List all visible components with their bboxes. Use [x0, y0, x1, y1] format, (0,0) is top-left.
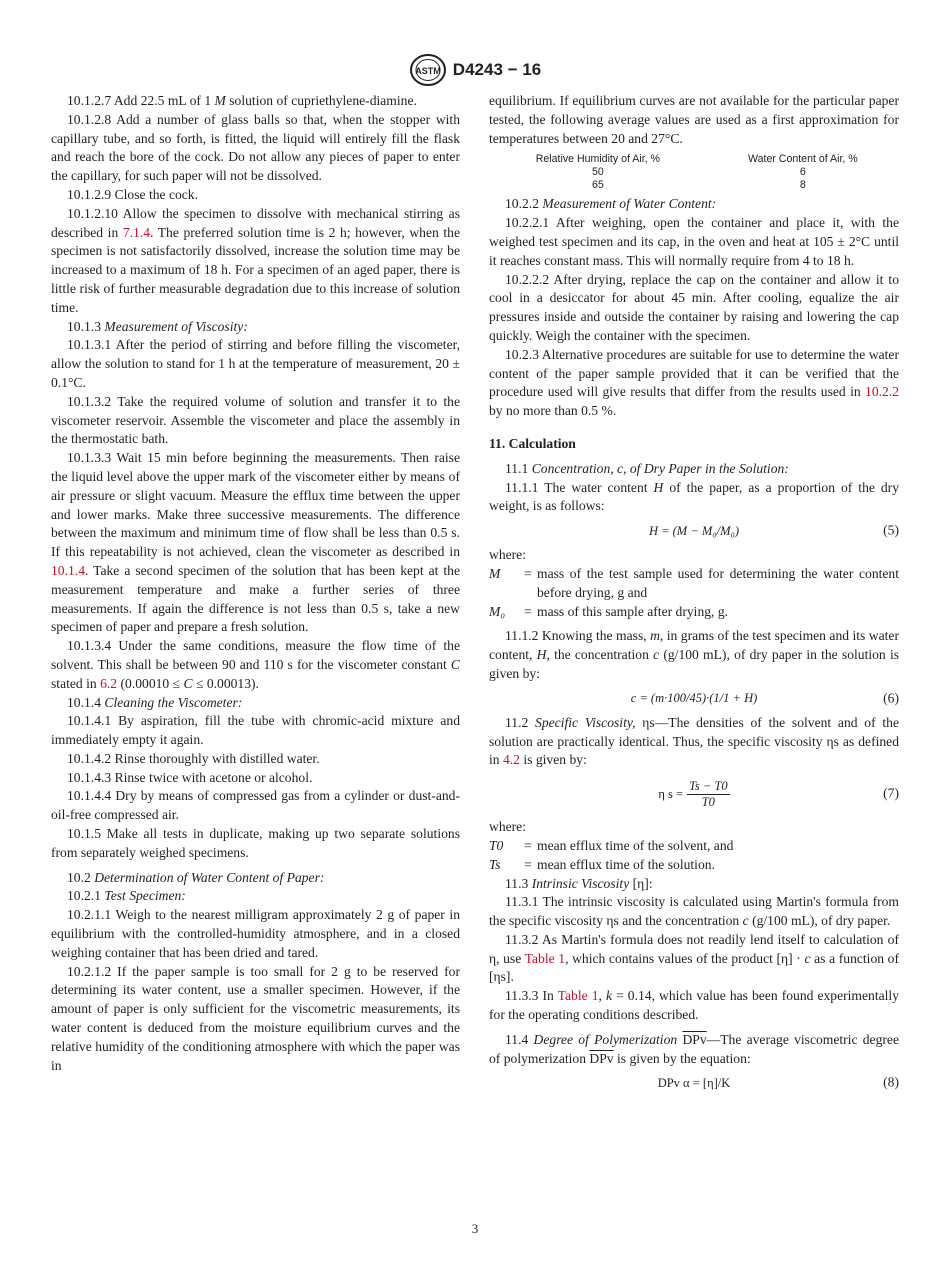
link-table-1[interactable]: Table 1 [557, 988, 599, 1004]
table-row [489, 166, 899, 179]
para-10-2-3: 10.2.3 Alternative procedures are suitable for use to determine the water content of the paper sample provided that it can be verified that the procedure used will give results that differ from the results used in 10.2.2 by no more than 0.5 %. [489, 346, 899, 419]
page-header [0, 52, 950, 88]
fraction-denominator: T0 [701, 794, 715, 809]
para-11-1-2: 11.1.2 Knowing the mass, m, in grams of the test specimen and its water content, H, the concentration c (g/100 mL), of dry paper in the solution is given by: [489, 628, 900, 681]
right-column [489, 92, 899, 1098]
left-column [51, 92, 460, 1075]
para-equilibrium: equilibrium. If equilibrium curves are not available for the particular paper tested, the following average values are used as a first approximation for temperatures between 20 and 27°C. [489, 93, 899, 146]
equation-number: (5) [883, 522, 899, 538]
equation-6 [489, 684, 899, 714]
equation-5 [489, 516, 899, 546]
para-10-1-4-4: 10.1.4.4 Dry by means of compressed gas from a cylinder or dust-and-oil-free compressed air. [51, 788, 460, 823]
para-10-2-2-1: 10.2.2.1 After weighing, open the container and place it, with the weighed test specimen and its cap, in the oven and heat at 105 ± 2°C until it reaches constant mass. This will normally require from 4 to 18 h. [489, 215, 899, 268]
fraction-numerator: Ts − T0 [689, 778, 728, 793]
definition-ts: Ts = mean efflux time of the solution. [489, 856, 715, 872]
para-11-3-2: 11.3.2 As Martin's formula does not readily lend itself to calculation of η, use Table 1, which contains values of the product [η] · c as a function of [ηs]. [489, 931, 899, 985]
para-10-1-4-2: 10.1.4.2 Rinse thoroughly with distilled water. [67, 750, 320, 766]
heading-10-1-3: 10.1.3 Measurement of Viscosity: [67, 318, 248, 334]
equation-body: H = (M − M₀/M₀) [648, 523, 740, 538]
para-10-1-2-9: 10.1.2.9 Close the cock. [67, 186, 199, 202]
link-10-2-2[interactable]: 10.2.2 [865, 384, 899, 400]
link-10-1-4[interactable]: 10.1.4 [51, 562, 85, 578]
page-number: 3 [471, 1221, 479, 1236]
heading-11-1: 11.1 Concentration, c, of Dry Paper in the Solution: [505, 460, 789, 476]
link-table-1[interactable]: Table 1 [524, 950, 566, 966]
heading-10-2: 10.2 Determination of Water Content of Paper: [67, 869, 325, 885]
para-10-1-4-1: 10.1.4.1 By aspiration, fill the tube with chromic-acid mixture and immediately empty it again. [51, 713, 460, 748]
equation-number: (7) [883, 785, 899, 801]
equation-body: c = (m·100/45)·(1/1 + H) [630, 691, 758, 706]
para-10-1-3-1: 10.1.3.1 After the period of stirring and before filling the viscometer, allow the solution to stand for 1 h at the temperature of measurement, 20 ± 0.1°C. [51, 337, 460, 390]
para-11-1-1: 11.1.1 The water content H of the paper, as a proportion of the dry weight, is as follows: [489, 479, 900, 514]
svg-text:ASTM: ASTM [415, 66, 441, 76]
equation-body: DPv α = [η]/K [657, 1076, 731, 1091]
equation-7 [489, 770, 899, 818]
link-6-2[interactable]: 6.2 [100, 675, 118, 691]
humidity-table [489, 153, 899, 192]
heading-10-2-2: 10.2.2 Measurement of Water Content: [505, 196, 717, 212]
definition-m0: M₀ = mass of this sample after drying, g. [489, 603, 729, 619]
table-cell: 6 [799, 166, 806, 179]
definition-m: M = mass of the test sample used for determining the water content before drying, g and [489, 565, 899, 600]
para-10-2-2-2: 10.2.2.2 After drying, replace the cap on the container and allow it to cool in a desiccator for about 45 min. After cooling, equalize the air pressures inside and outside the container by raising and lowering the cap quickly. Weigh the container with the specimen. [489, 271, 899, 343]
standard-designation: D4243 − 16 [452, 60, 542, 79]
para-10-1-5: 10.1.5 Make all tests in duplicate, making up two separate solutions from separately weighed specimens. [51, 826, 460, 860]
heading-10-2-1: 10.2.1 Test Specimen: [67, 888, 186, 904]
table-header-cell: Relative Humidity of Air, % [535, 153, 660, 166]
table-cell: 8 [799, 179, 806, 192]
para-10-1-2-8: 10.1.2.8 Add a number of glass balls so that, when the stopper with capillary tube, and so forth, is fitted, the liquid will entirely fill the flask and reach the bore of the cock. Do not allow any pieces of paper to enter the capillary, for such paper will not be dissolved. [51, 111, 460, 184]
table-cell: 65 [591, 179, 604, 192]
para-10-2-1-2: 10.2.1.2 If the paper sample is too small for 2 g to be reserved for determining its water content, use a smaller specimen. However, if the amount of paper is only sufficient for the viscometric measurements, its water content is deduced from the moisture equilibrium curves and the relative humidity of the conditioning atmosphere with which the paper was in [51, 963, 460, 1073]
definition-t0: T0 = mean efflux time of the solvent, and [489, 837, 734, 853]
link-4-2[interactable]: 4.2 [502, 752, 520, 768]
para-10-1-2-10: 10.1.2.10 Allow the specimen to dissolve with mechanical stirring as described in 7.1.4. The preferred solution time is 2 h; however, when the specimen is not satisfactorily dissolved, increase the solution time may be increased to a maximum of 18 h. For a specimen of an aged paper, there is little risk of further measurable degradation due to this increase of solution time. [51, 205, 460, 315]
para-10-1-4-3: 10.1.4.3 Rinse twice with acetone or alcohol. [67, 769, 313, 785]
where-label: where: [489, 819, 526, 835]
astm-logo-icon [409, 53, 447, 87]
para-10-1-2-7: 10.1.2.7 Add 22.5 mL of 1 M solution of cupriethylene-diamine. [67, 93, 417, 108]
para-10-1-3-3: 10.1.3.3 Wait 15 min before beginning the measurements. Then raise the liquid level above the upper mark of the viscometer either by means of air pressure or slight vacuum. Measure the efflux time between the upper and lower marks. Make three successive measurements. The difference between the maximum and minimum time of flow shall be less than 0.5 s. If this repeatability is not achieved, clean the viscometer as described in 10.1.4. Take a second specimen of the solution that has been kept at the measurement temperature and make a further series of three measurements. If again the difference is not less than 0.5 s, take a new specimen of paper and prepare a fresh solution. [51, 450, 460, 635]
equation-lhs: η s = [658, 786, 684, 801]
equation-fraction [687, 779, 730, 810]
table-header-row [489, 153, 899, 166]
equation-number: (6) [883, 690, 899, 706]
section-heading-calculation: 11. Calculation [489, 435, 576, 451]
heading-10-1-4: 10.1.4 Cleaning the Viscometer: [67, 694, 243, 710]
where-label: where: [489, 547, 526, 563]
table-row [489, 179, 899, 192]
table-cell: 50 [591, 166, 604, 179]
para-11-3-1: 11.3.1 The intrinsic viscosity is calculated using Martin's formula from the specific viscosity ηs and the concentration c (g/100 mL), of dry paper. [489, 894, 899, 929]
table-header-cell: Water Content of Air, % [748, 153, 858, 166]
heading-11-3: 11.3 Intrinsic Viscosity [η]: [505, 875, 653, 891]
para-10-1-3-4: 10.1.3.4 Under the same conditions, measure the flow time of the solvent. This shall be between 90 and 110 s for the viscometer constant C stated in 6.2 (0.00010 ≤ C ≤ 0.00013). [51, 638, 460, 691]
equation-number: (8) [883, 1075, 899, 1091]
equation-8 [489, 1068, 899, 1098]
heading-11-4: 11.4 Degree of Polymerization $\overline{DPv}—The$ average viscometric degree of polymerization $\overline{DPv}$ is given by the equation: [489, 1031, 899, 1066]
para-10-1-3-2: 10.1.3.2 Take the required volume of solution and transfer it to the viscometer reservoir. Assemble the viscometer and place the assembly in the thermostatic bath. [51, 393, 460, 447]
heading-11-2: 11.2 Specific Viscosity, ηs—The densities of the solvent and of the solution are practically identical. Thus, the specific viscosity ηs as defined in 4.2 is given by: [489, 714, 899, 768]
para-10-2-1-1: 10.2.1.1 Weigh to the nearest milligram approximately 2 g of paper in equilibrium with the controlled-humidity atmosphere, and in a closed weighing container that has been dried and tared. [51, 907, 460, 960]
para-11-3-3: 11.3.3 In Table 1, k = 0.14, which value has been found experimentally for the operating conditions described. [489, 988, 899, 1023]
link-7-1-4[interactable]: 7.1.4 [122, 224, 151, 240]
